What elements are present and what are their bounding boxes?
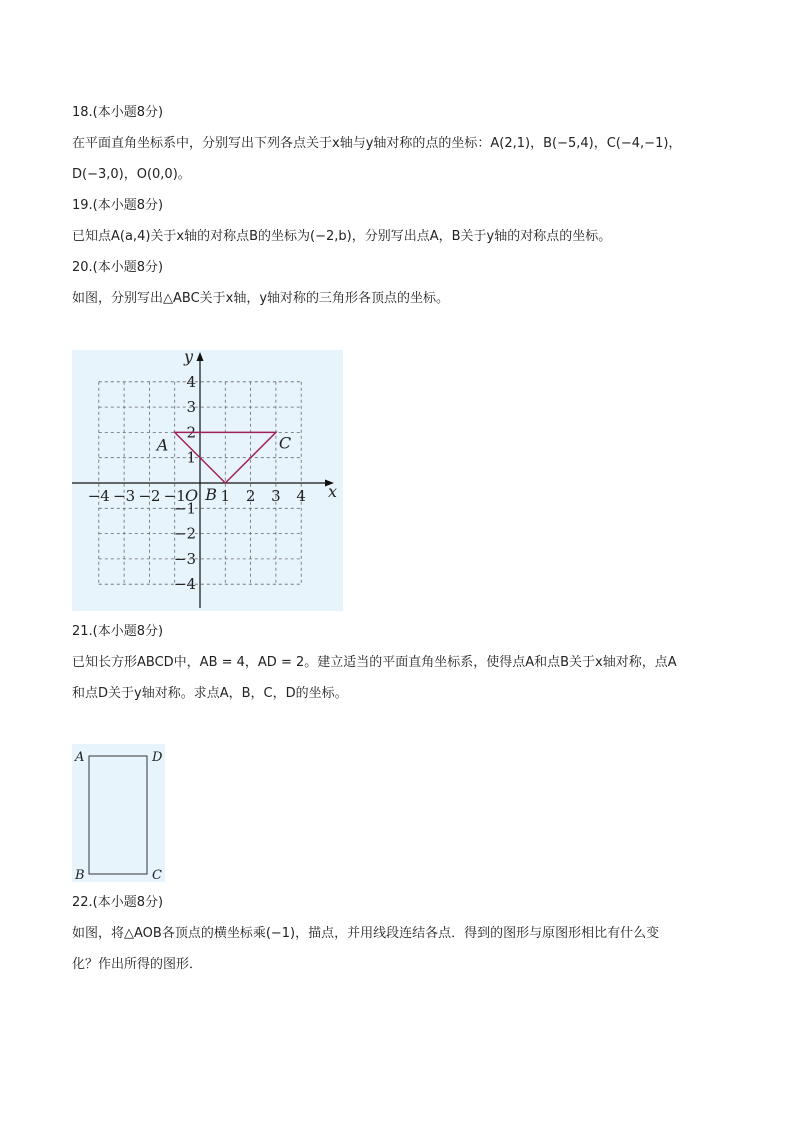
q20-header: 20.(本小题8分) (72, 260, 164, 275)
y-tick-label: 1 (186, 448, 196, 467)
y-tick-label: −1 (173, 499, 196, 518)
y-tick-label: −4 (173, 575, 196, 594)
q18-text-line1: 在平面直角坐标系中，分别写出下列各点关于x轴与y轴对称的点的坐标：A(2,1)，B(−5,4)，C(−4,−1)， (72, 136, 682, 151)
q21-text-line2: 和点D关于y轴对称。求点A，B，C，D的坐标。 (72, 686, 348, 701)
x-tick-label: −2 (138, 487, 161, 505)
q18-header: 18.(本小题8分) (72, 105, 164, 120)
y-tick-label: 4 (186, 372, 196, 391)
figure-background (72, 350, 343, 611)
y-axis-label: y (184, 350, 194, 366)
q21-header: 21.(本小题8分) (72, 624, 164, 639)
x-tick-label: −1 (163, 487, 186, 505)
x-tick-label: 3 (271, 487, 281, 505)
q19-text-line1: 已知点A(a,4)关于x轴的对称点B的坐标为(−2,b)，分别写出点A，B关于y轴的对称点的坐标。 (72, 229, 612, 244)
y-tick-label: 3 (186, 398, 196, 417)
rectangle-figure (72, 744, 165, 882)
vertex-label-a: A (156, 435, 169, 455)
vertex-label-c: C (278, 433, 292, 453)
x-tick-label: −3 (113, 487, 136, 505)
q18-text-line2: D(−3,0)，O(0,0)。 (72, 167, 191, 182)
y-tick-label: −2 (173, 524, 196, 543)
x-tick-label: 4 (296, 487, 306, 505)
x-tick-label: 1 (220, 487, 231, 505)
y-tick-label: 2 (186, 423, 196, 442)
q22-text-line2: 化？作出所得的图形． (72, 957, 203, 972)
origin-label: O (185, 486, 199, 505)
vertex-label-d: D (152, 750, 163, 765)
y-tick-label: −3 (173, 549, 196, 568)
q19-header: 19.(本小题8分) (72, 198, 164, 213)
q20-text-line1: 如图，分别写出△ABC关于x轴，y轴对称的三角形各顶点的坐标。 (72, 291, 450, 306)
vertex-label-b: B (205, 485, 218, 504)
q21-text-line1: 已知长方形ABCD中，AB = 4，AD = 2。建立适当的平面直角坐标系，使得点A和点B关于x轴对称，点A (72, 655, 677, 670)
vertex-label-a: A (75, 750, 85, 765)
q22-text-line1: 如图，将△AOB各顶点的横坐标乘(−1)，描点，并用线段连结各点．得到的图形与原图形相比有什么变 (72, 926, 660, 941)
coordinate-grid-figure (72, 350, 343, 611)
x-tick-label: 2 (245, 487, 256, 505)
vertex-label-c: C (152, 868, 162, 882)
x-axis-label: x (328, 482, 338, 501)
x-tick-label: −4 (87, 487, 110, 505)
vertex-label-b: B (75, 868, 85, 882)
q22-header: 22.(本小题8分) (72, 895, 164, 910)
